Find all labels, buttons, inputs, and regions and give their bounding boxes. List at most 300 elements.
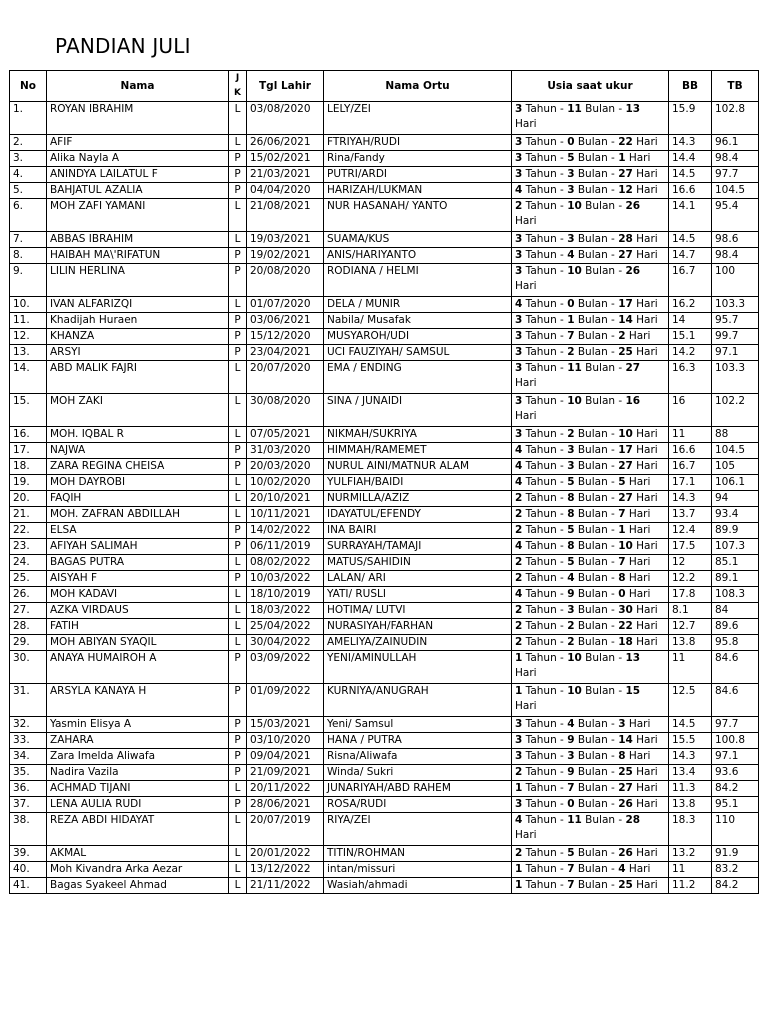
usia-value: 7 <box>567 863 575 875</box>
cell-nama-ortu: PUTRI/ARDI <box>324 167 512 183</box>
cell-tb: 89.1 <box>712 571 759 587</box>
table-row <box>10 167 759 183</box>
cell-no: 21. <box>10 507 47 523</box>
cell-no: 39. <box>10 846 47 862</box>
usia-value: 7 <box>567 782 575 794</box>
cell-bb: 14.1 <box>669 199 712 232</box>
cell-jk: P <box>229 459 247 475</box>
cell-nama: ELSA <box>47 523 229 539</box>
cell-no: 16. <box>10 427 47 443</box>
usia-value: 3 <box>515 249 523 261</box>
cell-no: 35. <box>10 765 47 781</box>
cell-tgl-lahir: 15/12/2020 <box>247 329 324 345</box>
cell-tgl-lahir: 04/04/2020 <box>247 183 324 199</box>
cell-jk: P <box>229 151 247 167</box>
usia-value: 5 <box>618 476 626 488</box>
cell-nama-ortu: SUAMA/KUS <box>324 232 512 248</box>
usia-value: 25 <box>618 879 633 891</box>
cell-no: 15. <box>10 394 47 427</box>
cell-usia: 4 Tahun - 3 Bulan - 27 Hari <box>512 459 669 475</box>
cell-nama-ortu: JUNARIYAH/ABD RAHEM <box>324 781 512 797</box>
cell-tb: 95.7 <box>712 313 759 329</box>
usia-value: 1 <box>515 782 523 794</box>
cell-nama-ortu: HANA / PUTRA <box>324 733 512 749</box>
usia-value: 3 <box>567 168 575 180</box>
cell-tb: 107.3 <box>712 539 759 555</box>
cell-nama: Moh Kivandra Arka Aezar <box>47 862 229 878</box>
cell-nama: MOH ABIYAN SYAQIL <box>47 635 229 651</box>
usia-value: 1 <box>515 879 523 891</box>
table-row <box>10 507 759 523</box>
cell-nama-ortu: DELA / MUNIR <box>324 297 512 313</box>
cell-jk: L <box>229 619 247 635</box>
table-row <box>10 297 759 313</box>
cell-usia: 4 Tahun - 8 Bulan - 10 Hari <box>512 539 669 555</box>
cell-bb: 11 <box>669 427 712 443</box>
cell-bb: 12.2 <box>669 571 712 587</box>
cell-tb: 97.1 <box>712 345 759 361</box>
cell-nama-ortu: NURUL AINI/MATNUR ALAM <box>324 459 512 475</box>
cell-tgl-lahir: 21/03/2021 <box>247 167 324 183</box>
cell-nama-ortu: MUSYAROH/UDI <box>324 329 512 345</box>
cell-usia: 3 Tahun - 11 Bulan - 13 Hari <box>512 102 669 135</box>
cell-usia: 3 Tahun - 3 Bulan - 28 Hari <box>512 232 669 248</box>
cell-bb: 14.3 <box>669 749 712 765</box>
table-row <box>10 797 759 813</box>
usia-value: 2 <box>515 492 523 504</box>
cell-usia: 2 Tahun - 5 Bulan - 1 Hari <box>512 523 669 539</box>
usia-value: 14 <box>618 734 633 746</box>
cell-tgl-lahir: 20/10/2021 <box>247 491 324 507</box>
cell-tb: 95.4 <box>712 199 759 232</box>
cell-bb: 13.7 <box>669 507 712 523</box>
cell-nama: FATIH <box>47 619 229 635</box>
cell-tb: 104.5 <box>712 443 759 459</box>
cell-jk: P <box>229 183 247 199</box>
usia-value: 1 <box>618 152 626 164</box>
cell-nama-ortu: Risna/Aliwafa <box>324 749 512 765</box>
usia-value: 3 <box>567 444 575 456</box>
table-row <box>10 587 759 603</box>
cell-tgl-lahir: 31/03/2020 <box>247 443 324 459</box>
cell-bb: 11.2 <box>669 878 712 894</box>
cell-bb: 13.4 <box>669 765 712 781</box>
cell-tgl-lahir: 30/08/2020 <box>247 394 324 427</box>
cell-nama-ortu: Winda/ Sukri <box>324 765 512 781</box>
usia-value: 3 <box>515 136 523 148</box>
cell-bb: 14.5 <box>669 232 712 248</box>
cell-nama: FAQIH <box>47 491 229 507</box>
usia-value: 15 <box>625 685 641 697</box>
cell-tb: 91.9 <box>712 846 759 862</box>
usia-value: 10 <box>567 200 582 212</box>
cell-no: 14. <box>10 361 47 394</box>
cell-bb: 14.5 <box>669 717 712 733</box>
usia-value: 2 <box>567 620 575 632</box>
cell-jk: P <box>229 313 247 329</box>
cell-usia: 2 Tahun - 4 Bulan - 8 Hari <box>512 571 669 587</box>
usia-value: 8 <box>618 572 626 584</box>
usia-value: 2 <box>515 620 523 632</box>
cell-nama-ortu: ANIS/HARIYANTO <box>324 248 512 264</box>
table-row <box>10 345 759 361</box>
usia-value: 27 <box>618 249 633 261</box>
cell-jk: P <box>229 443 247 459</box>
cell-no: 23. <box>10 539 47 555</box>
usia-value: 4 <box>515 298 523 310</box>
cell-bb: 12.5 <box>669 684 712 717</box>
cell-jk: L <box>229 361 247 394</box>
cell-nama: Bagas Syakeel Ahmad <box>47 878 229 894</box>
cell-usia: 1 Tahun - 10 Bulan - 15 Hari <box>512 684 669 717</box>
cell-nama: ABBAS IBRAHIM <box>47 232 229 248</box>
table-row <box>10 717 759 733</box>
header-bb: BB <box>669 71 712 102</box>
table-row <box>10 491 759 507</box>
usia-value: 0 <box>618 588 626 600</box>
cell-usia: 2 Tahun - 2 Bulan - 22 Hari <box>512 619 669 635</box>
usia-value: 4 <box>515 460 523 472</box>
cell-nama: LILIN HERLINA <box>47 264 229 297</box>
cell-tb: 83.2 <box>712 862 759 878</box>
cell-nama-ortu: intan/missuri <box>324 862 512 878</box>
usia-value: 3 <box>515 798 523 810</box>
table-row <box>10 846 759 862</box>
cell-bb: 16.7 <box>669 264 712 297</box>
cell-tb: 105 <box>712 459 759 475</box>
cell-tb: 104.5 <box>712 183 759 199</box>
cell-nama-ortu: MATUS/SAHIDIN <box>324 555 512 571</box>
cell-usia: 2 Tahun - 3 Bulan - 30 Hari <box>512 603 669 619</box>
usia-value: 11 <box>567 103 582 115</box>
cell-bb: 16.7 <box>669 459 712 475</box>
cell-tgl-lahir: 13/12/2022 <box>247 862 324 878</box>
cell-no: 8. <box>10 248 47 264</box>
cell-jk: L <box>229 394 247 427</box>
cell-nama-ortu: HIMMAH/RAMEMET <box>324 443 512 459</box>
cell-usia: 2 Tahun - 8 Bulan - 7 Hari <box>512 507 669 523</box>
cell-nama: AZKA VIRDAUS <box>47 603 229 619</box>
table-row <box>10 878 759 894</box>
cell-nama: ANAYA HUMAIROH A <box>47 651 229 684</box>
cell-no: 38. <box>10 813 47 846</box>
usia-value: 30 <box>618 604 633 616</box>
cell-nama: AFIYAH SALIMAH <box>47 539 229 555</box>
cell-no: 13. <box>10 345 47 361</box>
cell-nama-ortu: YATI/ RUSLI <box>324 587 512 603</box>
cell-usia: 4 Tahun - 3 Bulan - 12 Hari <box>512 183 669 199</box>
cell-jk: L <box>229 427 247 443</box>
cell-tgl-lahir: 18/03/2022 <box>247 603 324 619</box>
cell-jk: L <box>229 135 247 151</box>
cell-nama: AFIF <box>47 135 229 151</box>
cell-usia: 3 Tahun - 0 Bulan - 22 Hari <box>512 135 669 151</box>
cell-bb: 15.1 <box>669 329 712 345</box>
cell-tb: 89.6 <box>712 619 759 635</box>
cell-usia: 1 Tahun - 10 Bulan - 13 Hari <box>512 651 669 684</box>
cell-jk: L <box>229 199 247 232</box>
cell-usia: 3 Tahun - 3 Bulan - 27 Hari <box>512 167 669 183</box>
usia-value: 28 <box>618 233 633 245</box>
cell-jk: L <box>229 635 247 651</box>
cell-tb: 108.3 <box>712 587 759 603</box>
cell-bb: 14.7 <box>669 248 712 264</box>
usia-value: 3 <box>515 168 523 180</box>
cell-jk: L <box>229 297 247 313</box>
cell-bb: 15.5 <box>669 733 712 749</box>
header-tgl-lahir: Tgl Lahir <box>247 71 324 102</box>
cell-no: 10. <box>10 297 47 313</box>
usia-value: 10 <box>567 265 582 277</box>
cell-usia: 2 Tahun - 5 Bulan - 26 Hari <box>512 846 669 862</box>
header-usia: Usia saat ukur <box>512 71 669 102</box>
cell-usia: 3 Tahun - 10 Bulan - 16 Hari <box>512 394 669 427</box>
cell-no: 33. <box>10 733 47 749</box>
cell-nama: HAIBAH MA\'RIFATUN <box>47 248 229 264</box>
cell-bb: 13.8 <box>669 797 712 813</box>
cell-usia: 4 Tahun - 3 Bulan - 17 Hari <box>512 443 669 459</box>
cell-tgl-lahir: 21/11/2022 <box>247 878 324 894</box>
cell-tgl-lahir: 19/03/2021 <box>247 232 324 248</box>
table-row <box>10 571 759 587</box>
cell-tgl-lahir: 06/11/2019 <box>247 539 324 555</box>
usia-value: 4 <box>618 863 626 875</box>
cell-bb: 17.1 <box>669 475 712 491</box>
usia-value: 3 <box>515 233 523 245</box>
cell-nama-ortu: Nabila/ Musafak <box>324 313 512 329</box>
cell-usia: 2 Tahun - 5 Bulan - 7 Hari <box>512 555 669 571</box>
cell-usia: 1 Tahun - 7 Bulan - 25 Hari <box>512 878 669 894</box>
cell-nama: MOH. IQBAL R <box>47 427 229 443</box>
cell-jk: L <box>229 491 247 507</box>
cell-tb: 84.6 <box>712 651 759 684</box>
usia-value: 7 <box>618 508 626 520</box>
usia-value: 26 <box>618 798 633 810</box>
usia-value: 25 <box>618 766 633 778</box>
usia-value: 11 <box>567 362 582 374</box>
cell-usia: 3 Tahun - 4 Bulan - 27 Hari <box>512 248 669 264</box>
usia-value: 5 <box>567 524 575 536</box>
cell-nama: AISYAH F <box>47 571 229 587</box>
cell-jk: L <box>229 878 247 894</box>
cell-jk: L <box>229 232 247 248</box>
cell-no: 36. <box>10 781 47 797</box>
table-row <box>10 684 759 717</box>
table-row <box>10 781 759 797</box>
usia-value: 2 <box>515 508 523 520</box>
cell-nama-ortu: ROSA/RUDI <box>324 797 512 813</box>
usia-value: 3 <box>567 184 575 196</box>
cell-nama-ortu: KURNIYA/ANUGRAH <box>324 684 512 717</box>
cell-no: 20. <box>10 491 47 507</box>
cell-nama: ABD MALIK FAJRI <box>47 361 229 394</box>
usia-value: 13 <box>625 652 641 664</box>
cell-tb: 97.7 <box>712 717 759 733</box>
cell-nama: BAHJATUL AZALIA <box>47 183 229 199</box>
usia-value: 5 <box>567 476 575 488</box>
cell-tb: 100.8 <box>712 733 759 749</box>
cell-nama: NAJWA <box>47 443 229 459</box>
cell-nama-ortu: LALAN/ ARI <box>324 571 512 587</box>
cell-usia: 4 Tahun - 11 Bulan - 28 Hari <box>512 813 669 846</box>
cell-nama: Alika Nayla A <box>47 151 229 167</box>
cell-nama-ortu: YULFIAH/BAIDI <box>324 475 512 491</box>
cell-tgl-lahir: 14/02/2022 <box>247 523 324 539</box>
table-row <box>10 329 759 345</box>
cell-nama-ortu: LELY/ZEI <box>324 102 512 135</box>
cell-usia: 4 Tahun - 0 Bulan - 17 Hari <box>512 297 669 313</box>
cell-tb: 96.1 <box>712 135 759 151</box>
cell-jk: L <box>229 102 247 135</box>
cell-usia: 3 Tahun - 7 Bulan - 2 Hari <box>512 329 669 345</box>
usia-value: 2 <box>567 636 575 648</box>
cell-nama-ortu: UCI FAUZIYAH/ SAMSUL <box>324 345 512 361</box>
usia-value: 10 <box>618 540 633 552</box>
usia-value: 0 <box>567 298 575 310</box>
cell-nama-ortu: INA BAIRI <box>324 523 512 539</box>
header-nama-ortu: Nama Ortu <box>324 71 512 102</box>
usia-value: 13 <box>625 103 641 115</box>
cell-tb: 103.3 <box>712 297 759 313</box>
usia-value: 2 <box>515 636 523 648</box>
usia-value: 27 <box>625 362 641 374</box>
usia-value: 8 <box>618 750 626 762</box>
usia-value: 1 <box>567 314 575 326</box>
cell-no: 25. <box>10 571 47 587</box>
cell-no: 28. <box>10 619 47 635</box>
cell-tgl-lahir: 20/03/2020 <box>247 459 324 475</box>
cell-bb: 11 <box>669 651 712 684</box>
cell-tgl-lahir: 03/08/2020 <box>247 102 324 135</box>
cell-tb: 89.9 <box>712 523 759 539</box>
page-title: PANDIAN JULI <box>55 34 191 58</box>
cell-nama: MOH. ZAFRAN ABDILLAH <box>47 507 229 523</box>
usia-value: 2 <box>515 847 523 859</box>
cell-tgl-lahir: 15/02/2021 <box>247 151 324 167</box>
usia-value: 25 <box>618 346 633 358</box>
table-row <box>10 427 759 443</box>
cell-nama-ortu: Rina/Fandy <box>324 151 512 167</box>
usia-value: 3 <box>567 604 575 616</box>
cell-no: 19. <box>10 475 47 491</box>
usia-value: 7 <box>618 556 626 568</box>
header-no: No <box>10 71 47 102</box>
usia-value: 4 <box>515 444 523 456</box>
cell-tgl-lahir: 10/03/2022 <box>247 571 324 587</box>
cell-tgl-lahir: 26/06/2021 <box>247 135 324 151</box>
table-row <box>10 394 759 427</box>
cell-jk: P <box>229 571 247 587</box>
cell-nama-ortu: RODIANA / HELMI <box>324 264 512 297</box>
cell-usia: 3 Tahun - 9 Bulan - 14 Hari <box>512 733 669 749</box>
cell-bb: 11 <box>669 862 712 878</box>
cell-tb: 97.7 <box>712 167 759 183</box>
usia-value: 5 <box>567 152 575 164</box>
usia-value: 7 <box>567 330 575 342</box>
cell-jk: P <box>229 264 247 297</box>
usia-value: 3 <box>567 750 575 762</box>
cell-bb: 13.2 <box>669 846 712 862</box>
usia-value: 11 <box>567 814 582 826</box>
cell-no: 9. <box>10 264 47 297</box>
usia-value: 9 <box>567 766 575 778</box>
cell-no: 32. <box>10 717 47 733</box>
usia-value: 16 <box>625 395 641 407</box>
usia-value: 1 <box>515 863 523 875</box>
cell-no: 6. <box>10 199 47 232</box>
cell-nama-ortu: RIYA/ZEI <box>324 813 512 846</box>
usia-value: 3 <box>515 330 523 342</box>
cell-usia: 2 Tahun - 8 Bulan - 27 Hari <box>512 491 669 507</box>
cell-nama-ortu: TITIN/ROHMAN <box>324 846 512 862</box>
usia-value: 3 <box>618 718 626 730</box>
usia-value: 2 <box>567 428 575 440</box>
usia-value: 22 <box>618 136 633 148</box>
cell-tb: 106.1 <box>712 475 759 491</box>
usia-value: 26 <box>625 200 641 212</box>
usia-value: 4 <box>515 540 523 552</box>
table-row <box>10 635 759 651</box>
table-body <box>10 102 759 894</box>
usia-value: 10 <box>567 652 582 664</box>
cell-jk: L <box>229 555 247 571</box>
cell-jk: L <box>229 475 247 491</box>
usia-value: 3 <box>515 428 523 440</box>
usia-value: 17 <box>618 298 633 310</box>
cell-nama-ortu: NURASIYAH/FARHAN <box>324 619 512 635</box>
cell-tb: 99.7 <box>712 329 759 345</box>
cell-bb: 15.9 <box>669 102 712 135</box>
cell-no: 11. <box>10 313 47 329</box>
cell-tb: 100 <box>712 264 759 297</box>
cell-bb: 14.3 <box>669 135 712 151</box>
usia-value: 3 <box>567 460 575 472</box>
cell-tgl-lahir: 03/09/2022 <box>247 651 324 684</box>
cell-nama-ortu: AMELIYA/ZAINUDIN <box>324 635 512 651</box>
cell-bb: 16.6 <box>669 443 712 459</box>
cell-tgl-lahir: 23/04/2021 <box>247 345 324 361</box>
usia-value: 0 <box>567 136 575 148</box>
usia-value: 8 <box>567 540 575 552</box>
cell-tgl-lahir: 01/09/2022 <box>247 684 324 717</box>
table-row <box>10 475 759 491</box>
usia-value: 3 <box>515 103 523 115</box>
cell-tgl-lahir: 18/10/2019 <box>247 587 324 603</box>
cell-nama: ARSYI <box>47 345 229 361</box>
cell-usia: 3 Tahun - 1 Bulan - 14 Hari <box>512 313 669 329</box>
usia-value: 18 <box>618 636 633 648</box>
cell-nama: REZA ABDI HIDAYAT <box>47 813 229 846</box>
cell-no: 34. <box>10 749 47 765</box>
cell-tgl-lahir: 30/04/2022 <box>247 635 324 651</box>
cell-usia: 3 Tahun - 2 Bulan - 25 Hari <box>512 345 669 361</box>
usia-value: 9 <box>567 588 575 600</box>
usia-value: 28 <box>625 814 641 826</box>
cell-tb: 98.4 <box>712 151 759 167</box>
cell-nama-ortu: Yeni/ Samsul <box>324 717 512 733</box>
cell-jk: P <box>229 345 247 361</box>
table-row <box>10 765 759 781</box>
cell-bb: 16 <box>669 394 712 427</box>
cell-nama-ortu: HOTIMA/ LUTVI <box>324 603 512 619</box>
cell-tb: 103.3 <box>712 361 759 394</box>
cell-bb: 17.5 <box>669 539 712 555</box>
cell-bb: 12.4 <box>669 523 712 539</box>
cell-no: 29. <box>10 635 47 651</box>
cell-tgl-lahir: 03/10/2020 <box>247 733 324 749</box>
cell-nama: BAGAS PUTRA <box>47 555 229 571</box>
usia-value: 2 <box>515 200 523 212</box>
